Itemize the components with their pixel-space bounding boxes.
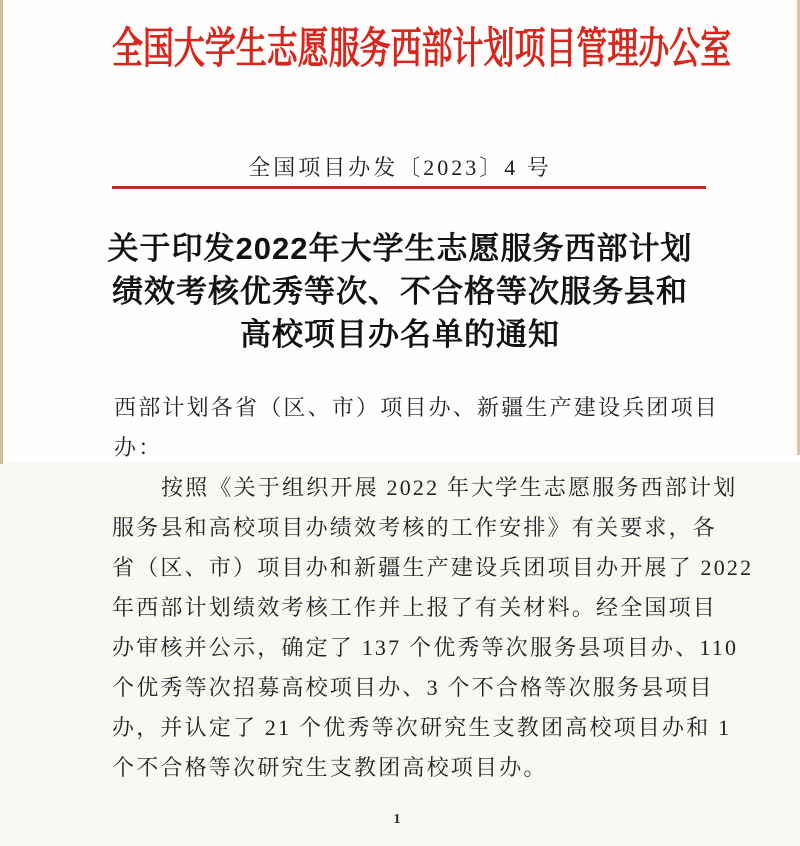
document-title-line: 高校项目办名单的通知 [240, 317, 560, 352]
red-separator-line [112, 186, 706, 189]
body-line: 省（区、市）项目办和新疆生产建设兵团项目办开展了 2022 [112, 555, 754, 580]
document-title-line: 绩效考核优秀等次、不合格等次服务县和 [112, 274, 688, 309]
document-title-line: 关于印发2022年大学生志愿服务西部计划 [107, 231, 693, 266]
document-issuer-header: 全国大学生志愿服务西部计划项目管理办公室 [112, 26, 732, 73]
document-title [40, 227, 760, 356]
body-paragraph [112, 468, 754, 788]
page-number: 1 [393, 812, 401, 827]
salutation-line: 西部计划各省（区、市）项目办、新疆生产建设兵团项目 [114, 395, 720, 420]
salutation-line: 办： [114, 435, 163, 460]
body-line: 个不合格等次研究生支教团高校项目办。 [112, 755, 548, 780]
document-number: 全国项目办发〔2023〕4 号 [248, 155, 552, 180]
body-line: 办审核并公示，确定了 137 个优秀等次服务县项目办、110 [112, 635, 739, 660]
body-line: 按照《关于组织开展 2022 年大学生志愿服务西部计划 [161, 475, 738, 500]
body-line: 个优秀等次招募高校项目办、3 个不合格等次服务县项目 [112, 675, 714, 700]
body-line: 年西部计划绩效考核工作并上报了有关材料。经全国项目 [112, 595, 718, 620]
body-line: 办，并认定了 21 个优秀等次研究生支教团高校项目办和 1 [112, 715, 732, 740]
salutation [114, 388, 720, 468]
body-line: 服务县和高校项目办绩效考核的工作安排》有关要求，各 [112, 515, 718, 540]
scan-edge-left [0, 0, 3, 464]
